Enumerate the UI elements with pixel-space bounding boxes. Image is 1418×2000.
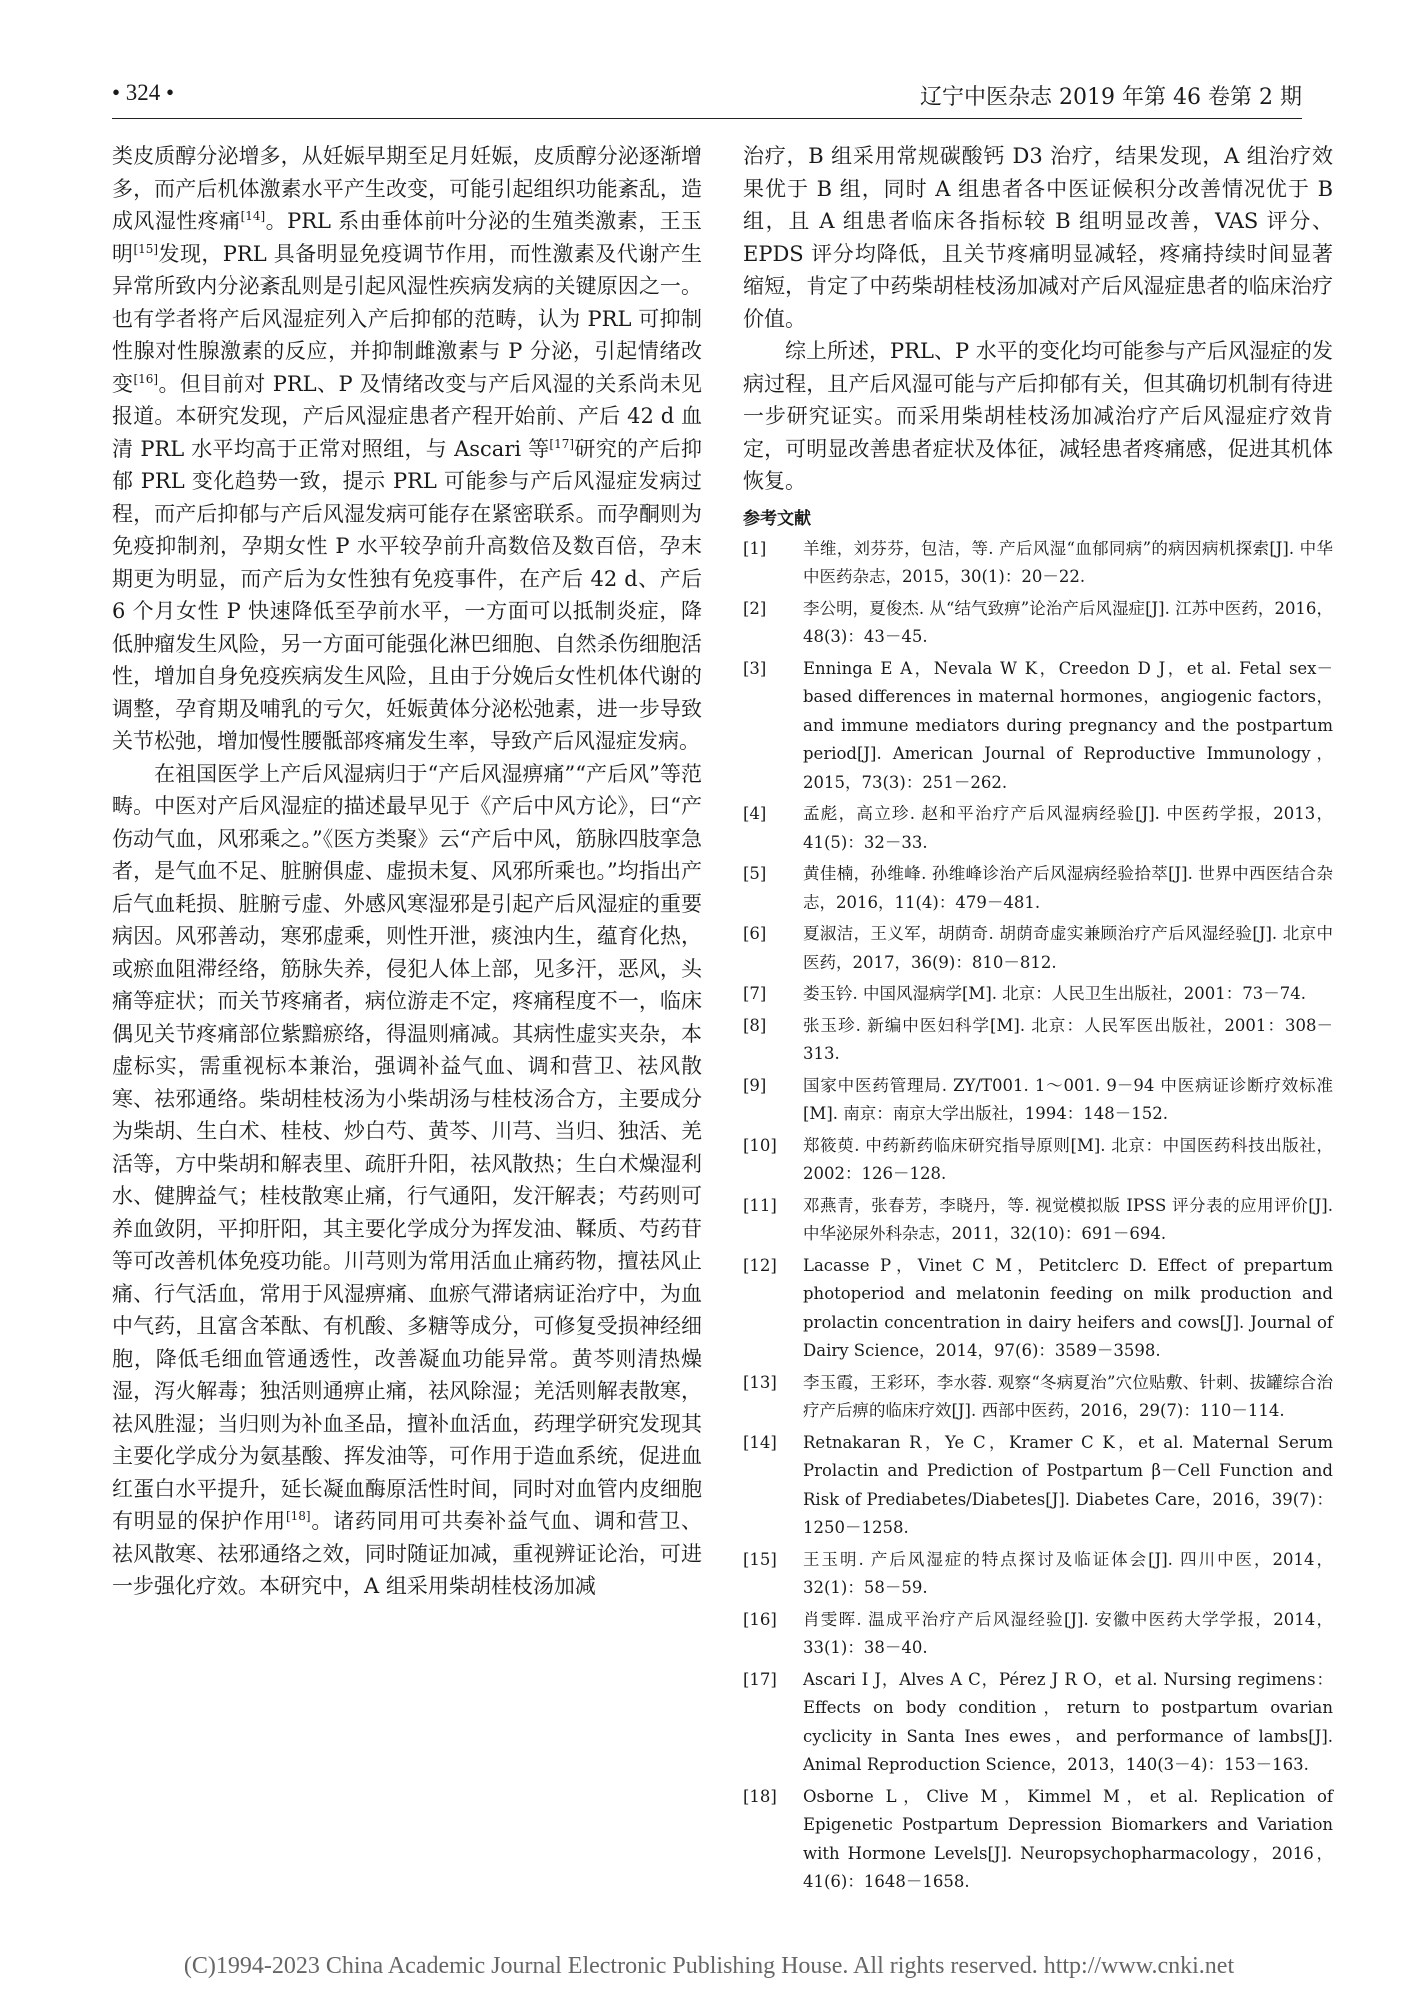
journal-issue: 辽宁中医杂志 2019 年第 46 卷第 2 期 [920,85,1302,110]
reference-item: [17] Ascari I J，Alves A C，Pérez J R O，et al. Nursing regimens：Effects on body condition，return to postpartum ovarian cyclicity in Santa Ines ewes，and performance of lambs[J]. Animal Reproduction Science，2013，140(3－4)：153－163. [743,1669,1333,1774]
reference-item: [6] 夏淑洁，王义军，胡荫奇. 胡荫奇虚实兼顾治疗产后风湿经验[J]. 北京中医药，2017，36(9)：810－812. [743,924,1333,972]
citation: [17] [549,436,575,451]
body-paragraph: 在祖国医学上产后风湿病归于“产后风湿痹痛”“产后风”等范畴。中医对产后风湿症的描述最早见于《产后中风方论》，曰“产伤动气血，风邪乘之。”《医方类聚》云“产后中风，筋脉四肢挛急者，是气血不足、脏腑俱虚、虚损未复、风邪所乘也。”均指出产后气血耗损、脏腑亏虚、外感风寒湿邪是引起产后风湿症的重要病因。风邪善动，寒邪虚乘，则性开泄，痰浊内生，蕴育化热，或瘀血阻滞经络，筋脉失养，侵犯人体上部，见多汗，恶风，头痛等症状；而关节疼痛者，病位游走不定，疼痛程度不一，临床偶见关节疼痛部位紫黯瘀络，得温则痛减。其病性虚实夹杂，本虚标实，需重视标本兼治，强调补益气血、调和营卫、祛风散寒、祛邪通络。柴胡桂枝汤为小柴胡汤与桂枝汤合方，主要成分为柴胡、生白术、桂枝、炒白芍、黄芩、川芎、当归、独活、羌活等，方中柴胡和解表里、疏肝升阳，祛风散热；生白术燥湿利水、健脾益气；桂枝散寒止痛，行气通阳，发汗解表；芍药则可养血敛阴，平抑肝阳，其主要化学成分为挥发油、鞣质、芍药苷等可改善机体免疫功能。川芎则为常用活血止痛药物，擅祛风止痛、行气活血，常用于风湿痹痛、血瘀气滞诸病证治疗中，为血中气药，且富含苯酞、有机酸、多糖等成分，可修复受损神经细胞，降低毛细血管通透性，改善凝血功能异常。黄芩则清热燥湿，泻火解毒；独活则通痹止痛，祛风除湿；羌活则解表散寒，祛风胜湿；当归则为补血圣品，擅补血活血，药理学研究发现其主要化学成分为氨基酸、挥发油等，可作用于造血系统，促进血红蛋白水平提升，延长凝血酶原活性时间，同时对血管内皮细胞有明显的保护作用[18]。诸药同用可共奏补益气血、调和营卫、祛风散寒、祛邪通络之效，同时随证加减，重视辨证论治，可进一步强化疗效。本研究中，A 组采用柴胡桂枝汤加减 [112,761,703,1598]
reference-item: [14] Retnakaran R，Ye C，Kramer C K，et al. Maternal Serum Prolactin and Prediction of Postpartum β－Cell Function and Risk of Prediabetes/Diabetes[J]. Diabetes Care，2016，39(7)：1250－1258. [743,1432,1333,1537]
citation: [18] [285,1509,311,1523]
right-column [743,140,1333,1900]
reference-item: [13] 李玉霞，王彩环，李水蓉. 观察“冬病夏治”穴位贴敷、针刺、拔罐综合治疗产后痹的临床疗效[J]. 西部中医药，2016，29(7)：110－114. [743,1372,1333,1420]
page-number: • 324 • [112,80,175,105]
body-paragraph: 类皮质醇分泌增多，从妊娠早期至足月妊娠，皮质醇分泌逐渐增多，而产后机体激素水平产生改变，可能引起组织功能紊乱，造成风湿性疼痛[14]。PRL 系由垂体前叶分泌的生殖类激素，王玉明[15]发现，PRL 具备明显免疫调节作用，而性激素及代谢产生异常所致内分泌紊乱则是引起风湿性疾病发病的关键原因之一。也有学者将产后风湿症列入产后抑郁的范畴，认为 PRL 可抑制性腺对性腺激素的反应，并抑制雌激素与 P 分泌，引起情绪改变[16]。但目前对 PRL、P 及情绪改变与产后风湿的关系尚未见报道。本研究发现，产后风湿症患者产程开始前、产后 42 d 血清 PRL 水平均高于正常对照组，与 Ascari 等[17]研究的产后抑郁 PRL 变化趋势一致，提示 PRL 可能参与产后风湿症发病过程，而产后抑郁与产后风湿发病可能存在紧密联系。而孕酮则为免疫抑制剂，孕期女性 P 水平较孕前升高数倍及数百倍，孕末期更为明显，而产后为女性独有免疫事件，在产后 42 d、产后 6 个月女性 P 快速降低至孕前水平，一方面可以抵制炎症，降低肿瘤发生风险，另一方面可能强化淋巴细胞、自然杀伤细胞活性，增加自身免疫疾病发生风险，且由于分娩后女性机体代谢的调整，孕育期及哺乳的亏欠，妊娠黄体分泌松弛素，进一步导致关节松弛，增加慢性腰骶部疼痛发生率，导致产后风湿症发病。 [112,144,703,753]
reference-item: [3] Enninga E A，Nevala W K，Creedon D J，et al. Fetal sex－based differences in maternal hormones，angiogenic factors，and immune mediators during pregnancy and the postpartum period[J]. American Journal of Reproductive Immunology，2015，73(3)：251－262. [743,658,1333,792]
header-rule [112,118,1302,119]
reference-list [743,535,1333,1897]
citation: [16] [133,371,159,386]
reference-item: [16] 肖雯晖. 温成平治疗产后风湿经验[J]. 安徽中医药大学学报，2014，33(1)：38－40. [743,1609,1333,1657]
reference-item: [15] 王玉明. 产后风湿症的特点探讨及临证体会[J]. 四川中医，2014，32(1)：58－59. [743,1549,1333,1597]
left-column [112,140,702,1603]
reference-item: [5] 黄佳楠，孙维峰. 孙维峰诊治产后风湿病经验拾萃[J]. 世界中西医结合杂志，2016，11(4)：479－481. [743,864,1333,912]
references-heading: 参考文献 [743,508,811,529]
reference-item: [12] Lacasse P，Vinet C M，Petitclerc D. Effect of prepartum photoperiod and melatonin feeding on milk production and prolactin concentration in dairy heifers and cows[J]. Journal of Dairy Science，2014，97(6)：3589－3598. [743,1255,1333,1360]
copyright-footer: (C)1994-2023 China Academic Journal Electronic Publishing House. All rights reserved. http://www.cnki.net [183,1953,1235,1979]
reference-item: [8] 张玉珍. 新编中医妇科学[M]. 北京：人民军医出版社，2001：308－313. [743,1015,1333,1063]
citation: [15] [133,241,159,256]
reference-item: [9] 国家中医药管理局. ZY/T001. 1～001. 9－94 中医病证诊断疗效标准[M]. 南京：南京大学出版社，1994：148－152. [743,1075,1333,1123]
reference-item: [2] 李公明，夏俊杰. 从“结气致痹”论治产后风湿症[J]. 江苏中医药，2016，48(3)：43－45. [743,598,1333,646]
citation: [14] [240,209,266,223]
reference-item: [7] 娄玉钤. 中国风湿病学[M]. 北京：人民卫生出版社，2001：73－74. [743,984,1306,1003]
page-header [112,80,1302,120]
body-paragraph: 治疗，B 组采用常规碳酸钙 D3 治疗，结果发现，A 组治疗效果优于 B 组，同时 A 组患者各中医证候积分改善情况优于 B 组，且 A 组患者临床各指标较 B 组明显改善，VAS 评分、EPDS 评分均降低，且关节疼痛明显减轻，疼痛持续时间显著缩短，肯定了中药柴胡桂枝汤加减对产后风湿症患者的临床治疗价值。 [743,144,1333,331]
reference-item: [10] 郑筱萸. 中药新药临床研究指导原则[M]. 北京：中国医药科技出版社，2002：126－128. [743,1135,1333,1183]
reference-item: [18] Osborne L，Clive M，Kimmel M，et al. Replication of Epigenetic Postpartum Depression Biomarkers and Variation with Hormone Levels[J]. Neuropsychopharmacology，2016，41(6)：1648－1658. [743,1786,1333,1891]
reference-item: [11] 邓燕青，张春芳，李晓丹，等. 视觉模拟版 IPSS 评分表的应用评价[J]. 中华泌尿外科杂志，2011，32(10)：691－694. [743,1195,1333,1243]
conclusion-paragraph: 综上所述，PRL、P 水平的变化均可能参与产后风湿症的发病过程，且产后风湿可能与产后抑郁有关，但其确切机制有待进一步研究证实。而采用柴胡桂枝汤加减治疗产后风湿症疗效肯定，可明显改善患者症状及体征，减轻患者疼痛感，促进其机体恢复。 [743,339,1333,493]
reference-item: [4] 孟彪，高立珍. 赵和平治疗产后风湿病经验[J]. 中医药学报，2013，41(5)：32－33. [743,804,1333,852]
reference-item: [1] 羊维，刘芬芬，包洁，等. 产后风湿“血郁同病”的病因病机探索[J]. 中华中医药杂志，2015，30(1)：20－22. [743,538,1333,586]
